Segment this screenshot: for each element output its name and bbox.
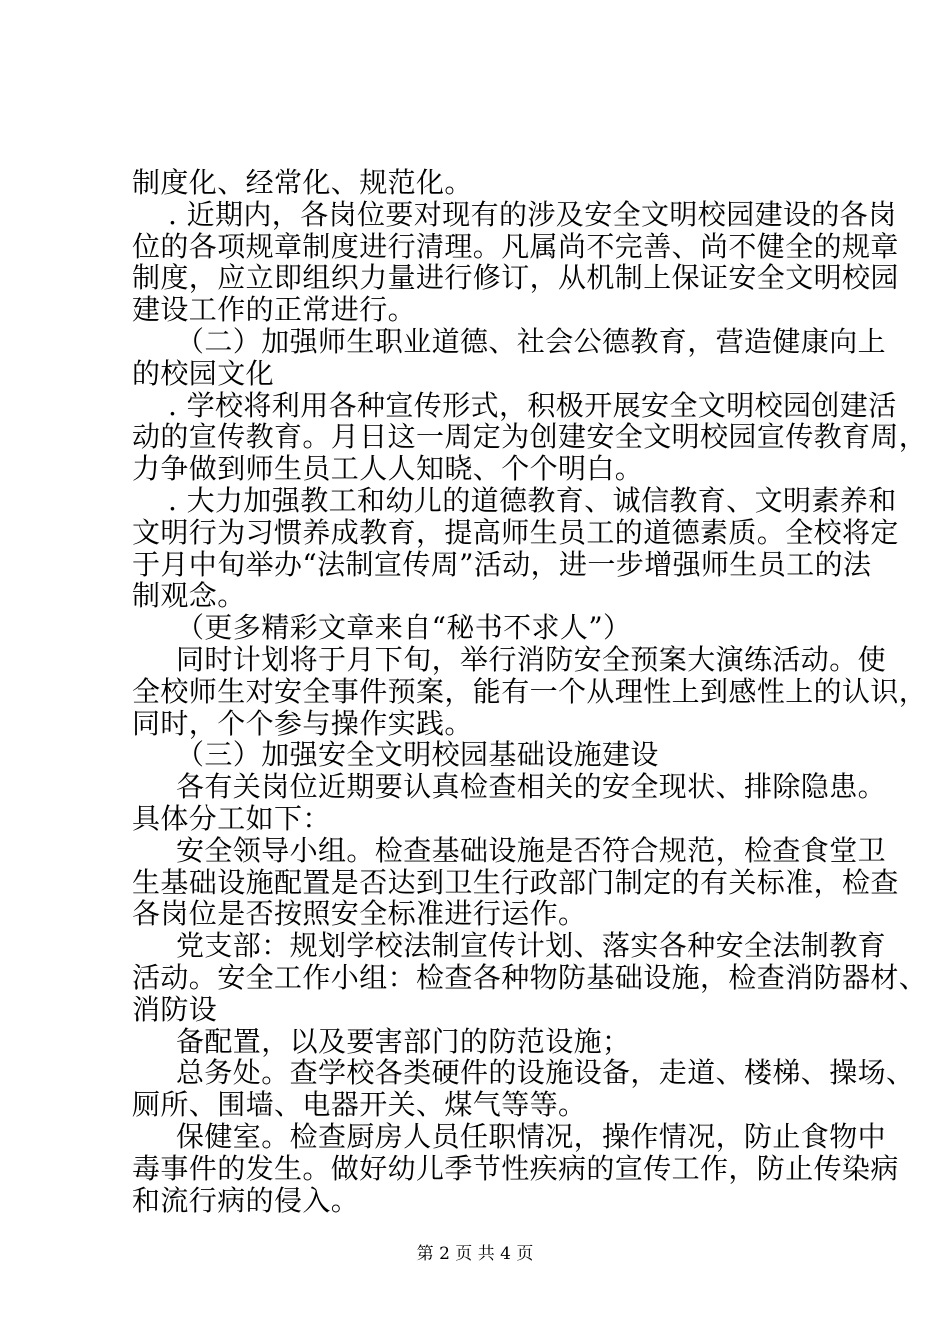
- text-line: 制度化、经常化、规范化。: [132, 166, 473, 199]
- text-line: 各有关岗位近期要认真检查相关的安全现状、排除隐患。: [176, 770, 887, 804]
- text-line: 全校师生对安全事件预案，能有一个从理性上到感性上的认识，: [132, 674, 928, 708]
- text-line: . 大力加强教工和幼儿的道德教育、诚信教育、文明素养和: [168, 483, 897, 517]
- text-line: 具体分工如下：: [132, 801, 331, 835]
- text-line: 各岗位是否按照安全标准进行运作。: [132, 897, 587, 931]
- page-footer: [0, 1243, 950, 1265]
- text-line: 总务处。查学校各类硬件的设施设备，走道、楼梯、操场、: [176, 1056, 915, 1090]
- text-line: 活动。安全工作小组：检查各种物防基础设施，检查消防器材、: [132, 960, 928, 994]
- text-line: 动的宣传教育。月日这一周定为创建安全文明校园宣传教育周，: [132, 420, 928, 454]
- text-line: （二）加强师生职业道德、社会公德教育，营造健康向上: [176, 324, 887, 358]
- text-line: 文明行为习惯养成教育，提高师生员工的道德素质。全校将定: [132, 515, 899, 549]
- page-number-label: 第 2 页 共 4 页: [416, 1244, 534, 1264]
- text-line: 建设工作的正常进行。: [132, 293, 417, 327]
- text-line: 消防设: [132, 992, 218, 1026]
- text-line: 备配置，以及要害部门的防范设施；: [176, 1024, 631, 1058]
- text-line: 和流行病的侵入。: [132, 1183, 360, 1217]
- text-line: （更多精彩文章来自“秘书不求人”）: [176, 611, 632, 645]
- text-line: 党支部：规划学校法制宣传计划、落实各种安全法制教育: [176, 929, 887, 963]
- text-line: 同时，个个参与操作实践。: [132, 706, 473, 740]
- text-line: 毒事件的发生。做好幼儿季节性疾病的宣传工作，防止传染病: [132, 1151, 899, 1185]
- text-line: 厕所、围墙、电器开关、煤气等等。: [132, 1088, 587, 1122]
- text-line: 保健室。检查厨房人员任职情况，操作情况，防止食物中: [176, 1119, 887, 1153]
- text-line: 同时计划将于月下旬，举行消防安全预案大演练活动。使: [176, 642, 887, 676]
- text-line: . 学校将利用各种宣传形式，积极开展安全文明校园创建活: [168, 388, 897, 422]
- text-line: 安全领导小组。检查基础设施是否符合规范，检查食堂卫: [176, 833, 887, 867]
- text-line: 力争做到师生员工人人知晓、个个明白。: [132, 452, 644, 486]
- text-line: 于月中旬举办“法制宣传周”活动，进一步增强师生员工的法: [132, 547, 872, 581]
- text-line: 的校园文化: [132, 356, 275, 390]
- text-line: （三）加强安全文明校园基础设施建设: [176, 738, 659, 772]
- text-line: 制观念。: [132, 579, 246, 613]
- document-body: [132, 166, 928, 1217]
- text-line: 位的各项规章制度进行清理。凡属尚不完善、尚不健全的规章: [132, 229, 899, 263]
- text-line: 生基础设施配置是否达到卫生行政部门制定的有关标准，检查: [132, 865, 899, 899]
- text-line: 制度，应立即组织力量进行修订，从机制上保证安全文明校园: [132, 261, 899, 295]
- text-line: . 近期内，各岗位要对现有的涉及安全文明校园建设的各岗: [168, 197, 897, 231]
